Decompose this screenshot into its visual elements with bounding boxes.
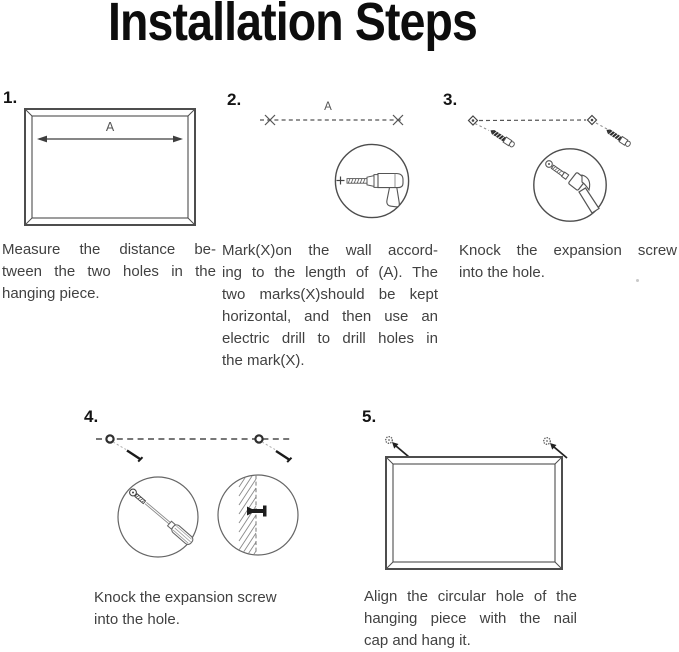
x-mark-icon xyxy=(265,115,275,125)
caption-line: hanging piece with the nail xyxy=(364,610,577,627)
caption-line: ing to the length of (A). The xyxy=(222,264,438,281)
caption-line: Knock the expansion screw xyxy=(459,242,677,259)
screwdriver-icon xyxy=(116,475,208,561)
caption-line: Knock the expansion screw xyxy=(94,589,277,606)
caption-line: electric drill to drill holes in xyxy=(222,330,438,347)
step-5-number: 5. xyxy=(362,407,377,426)
hole-marker-icon xyxy=(255,435,262,442)
step-2-number: 2. xyxy=(227,90,242,109)
caption-line: into the hole. xyxy=(94,611,180,628)
expansion-screw-icon xyxy=(489,128,516,148)
caption-line: into the hole. xyxy=(459,264,545,281)
screw-head-icon xyxy=(386,437,393,444)
nail-icon xyxy=(276,451,292,462)
wall-cross-section-icon xyxy=(216,473,300,559)
nail-icon xyxy=(127,451,143,462)
step-2-caption xyxy=(222,240,438,372)
x-mark-icon xyxy=(393,115,403,125)
caption-line: cap and hang it. xyxy=(364,632,471,649)
caption-line: horizontal, and then use an xyxy=(222,308,438,325)
caption-line: hanging piece. xyxy=(2,285,100,302)
hole-marker-icon xyxy=(588,116,597,125)
nails-to-holes-diagram xyxy=(92,428,302,468)
electric-drill-icon xyxy=(333,142,411,220)
caption-line: Measure the distance be- xyxy=(2,241,216,258)
step-3-number: 3. xyxy=(443,90,458,109)
step-1-number: 1. xyxy=(3,88,18,107)
frame-outer xyxy=(386,457,562,569)
speck xyxy=(636,279,639,282)
caption-line: Align the circular hole of the xyxy=(364,588,577,605)
measure-label-a: A xyxy=(105,120,115,134)
hammer-icon xyxy=(532,147,608,223)
caption-line: the mark(X). xyxy=(222,352,305,369)
measure-label-a: A xyxy=(324,101,332,113)
screw-head-icon xyxy=(544,438,551,445)
step-4-caption xyxy=(94,587,300,631)
arrow-icon xyxy=(392,442,409,457)
step-5-caption xyxy=(364,586,577,652)
caption-line: tween the two holes in the xyxy=(2,263,216,280)
frame-inner xyxy=(393,464,555,562)
caption-line: two marks(X)should be kept xyxy=(222,286,438,303)
step-1-caption xyxy=(2,239,216,305)
page-title: Installation Steps xyxy=(108,0,478,52)
step-4-number: 4. xyxy=(84,407,99,426)
expansion-screw-icon xyxy=(605,127,632,147)
hole-marker-icon xyxy=(106,435,113,442)
double-headed-arrow-icon xyxy=(37,136,183,143)
screw-head xyxy=(130,489,137,496)
caption-line: Mark(X)on the wall accord- xyxy=(222,242,438,259)
picture-frame-icon xyxy=(385,456,563,570)
step-3-caption xyxy=(459,240,677,284)
